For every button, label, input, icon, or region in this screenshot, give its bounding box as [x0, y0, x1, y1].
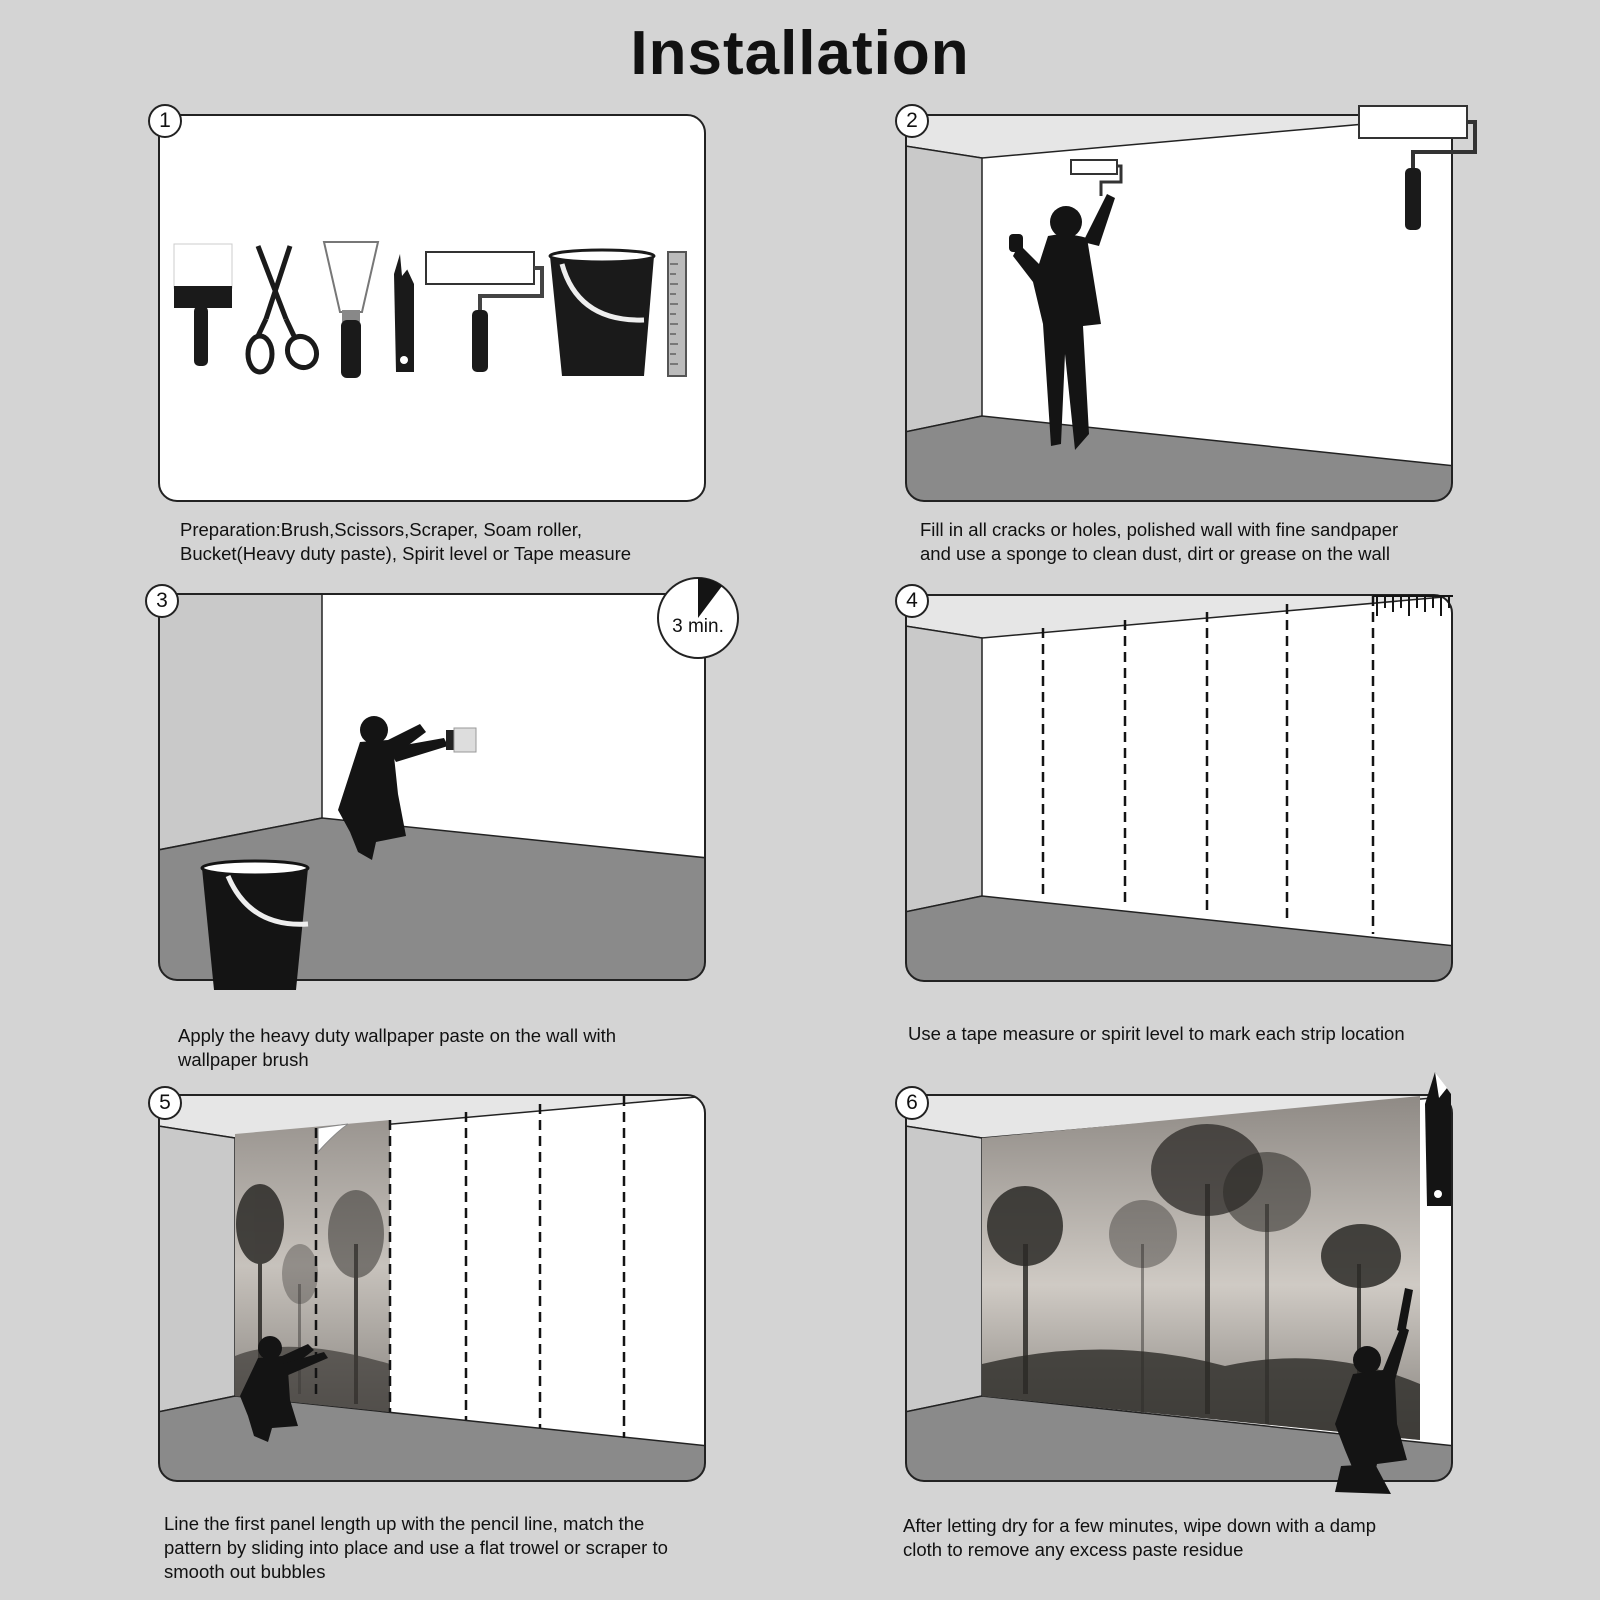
page-title: Installation	[630, 19, 970, 88]
step-5-number: 5	[148, 1086, 182, 1120]
step-4-caption: Use a tape measure or spirit level to mark each strip location	[908, 1023, 1405, 1044]
step-3-number: 3	[145, 584, 179, 618]
step-2-caption: Fill in all cracks or holes, polished wall with fine sandpaper and use a sponge to clean dust, dirt or grease on the wall	[920, 519, 1399, 564]
step-5-caption: Line the first panel length up with the pencil line, match the pattern by sliding into place and use a flat trowel or scraper to smooth out bubbles	[164, 1513, 668, 1582]
step-1-illustration	[158, 114, 708, 504]
step-2-illustration	[905, 114, 1485, 514]
step-3-caption: Apply the heavy duty wallpaper paste on the wall with wallpaper brush	[178, 1025, 617, 1070]
timer-label: 3 min.	[672, 616, 724, 637]
ruler-icon	[668, 252, 686, 376]
step-1-number: 1	[148, 104, 182, 138]
step-6-number: 6	[895, 1086, 929, 1120]
paste-bucket-icon	[202, 861, 308, 990]
step-1-caption: Preparation:Brush,Scissors,Scraper, Soam roller, Bucket(Heavy duty paste), Spirit level or Tape measure	[180, 519, 632, 564]
step-6-caption: After letting dry for a few minutes, wipe down with a damp cloth to remove any excess paste residue	[903, 1515, 1376, 1560]
bucket-icon	[550, 250, 654, 376]
step-4-number: 4	[895, 584, 929, 618]
step-3-illustration	[158, 570, 758, 1010]
step-6-illustration	[905, 1094, 1485, 1534]
paste-brush-icon	[446, 728, 476, 752]
knife-icon	[1425, 1072, 1451, 1206]
step-5-illustration	[158, 1094, 718, 1486]
step-4-illustration	[905, 594, 1465, 986]
step-2-number: 2	[895, 104, 929, 138]
